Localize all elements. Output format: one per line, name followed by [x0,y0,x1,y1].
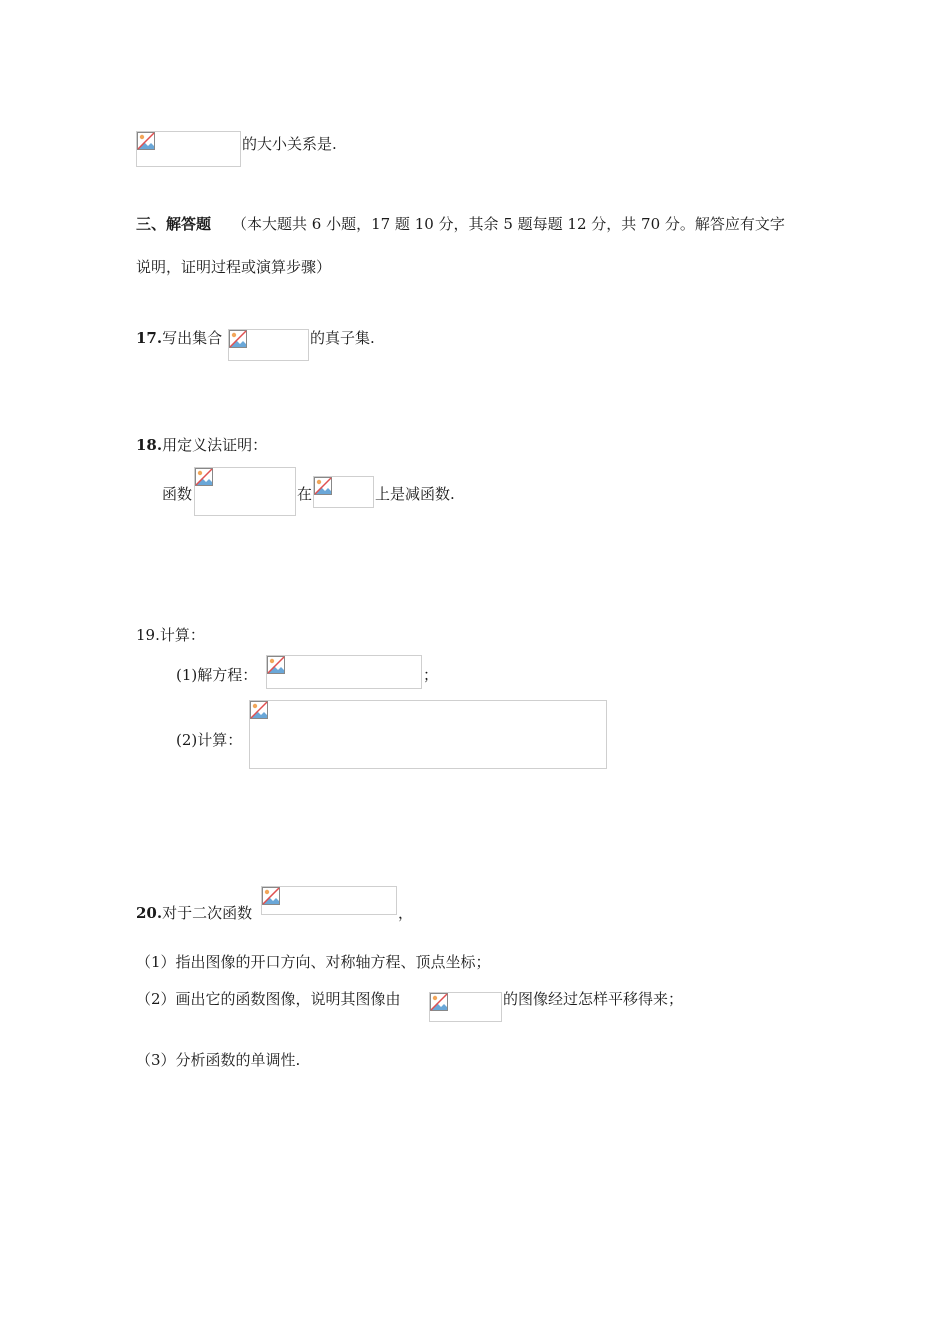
question-18 [136,434,267,455]
part-2-label: (2)计算： [176,731,243,749]
formula-image-set [228,329,309,361]
part-1-end: ； [423,666,439,684]
question-number: 20. [136,904,163,922]
function-label: 函数 [162,485,193,503]
question-text-end: 的真子集. [310,329,375,347]
question-text: 写出集合 [162,329,223,347]
question-text: 用定义法证明： [162,436,268,454]
formula-image-quadratic [261,886,397,915]
in-label: 在 [297,485,313,503]
decreasing-text: 上是减函数. [375,485,455,503]
section-description-line2: 说明，证明过程或演算步骤） [136,258,332,276]
q20-part-2-a: （2）画出它的函数图像，说明其图像由 [136,990,401,1008]
part-1-label: (1)解方程： [176,666,258,684]
question-17 [136,327,222,348]
question-number: 18. [136,436,163,454]
section-description-line1: （本大题共 6 小题，17 题 10 分，其余 5 题每题 12 分，共 70 分。解答应有文字 [232,215,785,233]
formula-image-calculation [249,700,607,769]
formula-image-interval [313,476,374,508]
formula-image-comparison [136,131,241,167]
broken-image-icon [229,330,247,348]
question-20-end: ， [398,904,414,922]
q20-part-2-b: 的图像经过怎样平移得来； [503,990,684,1008]
broken-image-icon [137,132,155,150]
broken-image-icon [267,656,285,674]
question-number: 17. [136,329,163,347]
formula-image-function [194,467,296,516]
formula-image-equation [266,655,422,689]
question-19: 19.计算： [136,626,205,644]
broken-image-icon [430,993,448,1011]
comparison-text: 的大小关系是. [242,135,337,153]
broken-image-icon [262,887,280,905]
broken-image-icon [314,477,332,495]
question-20 [136,902,252,923]
question-text: 对于二次函数 [162,904,253,922]
broken-image-icon [250,701,268,719]
section-heading: 三、解答题 [136,215,212,233]
formula-image-base-function [429,992,502,1022]
broken-image-icon [195,468,213,486]
q20-part-3: （3）分析函数的单调性. [136,1051,301,1069]
q20-part-1: （1）指出图像的开口方向、对称轴方程、顶点坐标； [136,953,491,971]
